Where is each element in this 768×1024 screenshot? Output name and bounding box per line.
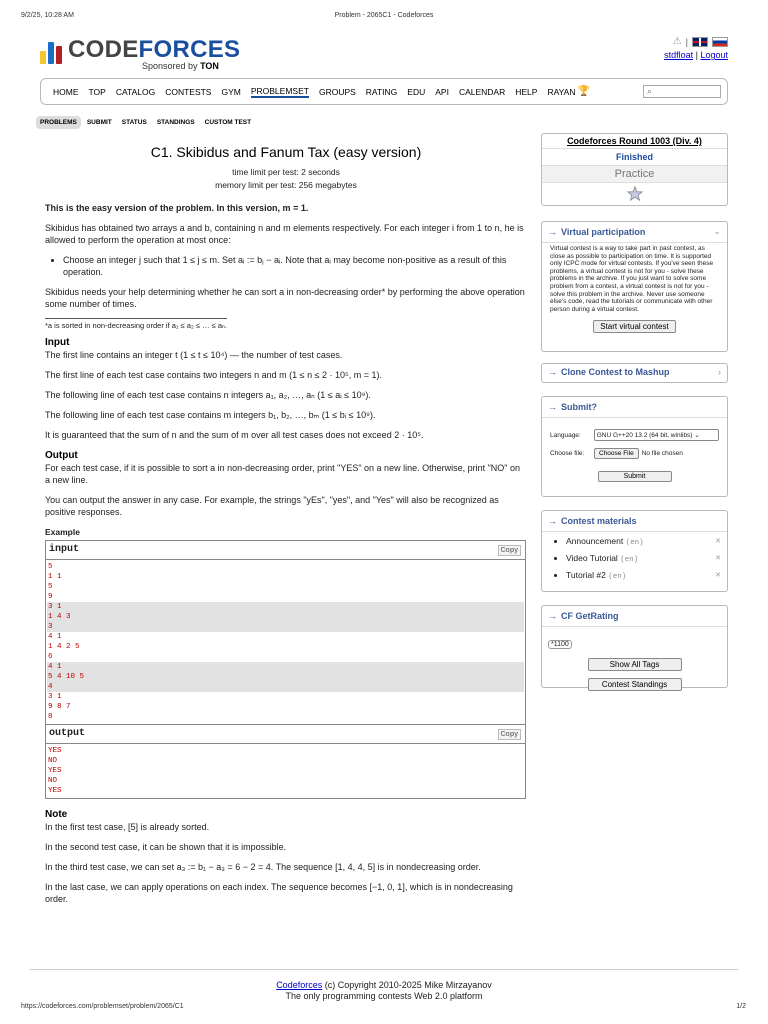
output-spec bbox=[45, 462, 527, 518]
close-icon[interactable]: ✕ bbox=[715, 555, 721, 562]
footer-codeforces-link[interactable]: Codeforces bbox=[276, 980, 323, 990]
input-paragraph: The first line contains an integer t (1 ≤ t ≤ 10⁴) — the number of test cases. bbox=[45, 350, 343, 360]
menu-item-home[interactable]: HOME bbox=[53, 86, 79, 97]
output-paragraph: You can output the answer in any case. For example, the strings "yEs", "yes", and "Yes" will also be recognized as positive responses. bbox=[45, 495, 499, 517]
user-box: ⚠ | stdfloat | Logout bbox=[664, 36, 728, 60]
example-input-line: 5 4 10 5 bbox=[47, 672, 524, 682]
material-link[interactable]: Tutorial #2 bbox=[566, 570, 606, 580]
material-link[interactable]: Video Tutorial bbox=[566, 553, 618, 563]
logo-bars-icon bbox=[40, 40, 62, 64]
problem-title: C1. Skibidus and Fanum Tax (easy version) bbox=[150, 144, 422, 160]
material-lang: (en) bbox=[620, 556, 639, 564]
note-paragraph: In the last case, we can apply operations on each index. The sequence becomes [−1, 0, 1], which is in nondecreasing order. bbox=[45, 882, 513, 904]
input-spec bbox=[45, 349, 527, 441]
material-lang: (en) bbox=[608, 573, 627, 581]
no-file-chosen: No file chosen bbox=[641, 450, 683, 457]
example-input-line: 8 bbox=[48, 713, 53, 721]
material-item[interactable] bbox=[566, 536, 721, 547]
menu-item-rayan[interactable]: RAYAN bbox=[547, 86, 576, 97]
print-datetime: 9/2/25, 10:28 AM bbox=[21, 12, 74, 19]
language-label: Language: bbox=[550, 431, 581, 439]
example-input-line: 9 bbox=[48, 593, 53, 601]
memory-limit: memory limit per test: 256 megabytes bbox=[215, 180, 357, 190]
example-input-line: 1 1 bbox=[48, 573, 62, 581]
show-all-tags-button[interactable]: Show All Tags bbox=[588, 658, 682, 671]
sponsor-line: Sponsored by TON bbox=[142, 61, 219, 71]
example-output-header: output Copy bbox=[46, 725, 525, 744]
submenu-custom-test[interactable]: CUSTOM TEST bbox=[204, 119, 252, 126]
output-paragraph: For each test case, if it is possible to sort a in non-decreasing order, print "YES" on a new line. Otherwise, print "NO" on a new line. bbox=[45, 463, 521, 485]
legend-paragraph-1: Skibidus has obtained two arrays a and b, containing n and m elements respectively. For each integer i from 1 to n, he is allowed to perform the operation at most once: bbox=[45, 223, 524, 245]
copy-input-button[interactable]: Copy bbox=[498, 545, 522, 556]
practice-label: Practice bbox=[542, 166, 727, 183]
logout-link[interactable]: Logout bbox=[700, 50, 728, 60]
submit-button[interactable]: Submit bbox=[598, 471, 672, 482]
round-box bbox=[541, 133, 728, 206]
getrating-box bbox=[541, 605, 728, 688]
print-doc-title: Problem - 2065C1 - Codeforces bbox=[334, 12, 434, 19]
notes bbox=[45, 821, 527, 905]
note-paragraph: In the second test case, it can be shown that it is impossible. bbox=[45, 842, 287, 852]
example-title: Example bbox=[45, 527, 80, 537]
material-item[interactable] bbox=[566, 553, 721, 564]
round-status: Finished bbox=[542, 149, 727, 166]
example-input bbox=[46, 560, 525, 725]
material-item[interactable] bbox=[566, 570, 721, 581]
submit-box bbox=[541, 396, 728, 497]
choose-file-label: Choose file: bbox=[550, 450, 585, 457]
print-url: https://codeforces.com/problemset/problem/2065/C1 bbox=[21, 1003, 184, 1010]
submenu-status[interactable]: STATUS bbox=[121, 119, 147, 126]
example-input-line: 4 1 bbox=[47, 662, 524, 672]
favorite-star-icon[interactable] bbox=[542, 183, 727, 209]
example-input-line: 1 4 3 bbox=[47, 612, 524, 622]
example-box bbox=[45, 540, 526, 799]
menu-item-catalog[interactable]: CATALOG bbox=[115, 86, 156, 97]
contest-materials-title: → Contest materials bbox=[548, 516, 637, 526]
menu-item-top[interactable]: TOP bbox=[88, 86, 106, 97]
menu-item-problemset[interactable]: PROBLEMSET bbox=[250, 85, 309, 96]
example-input-line: 4 bbox=[47, 682, 524, 692]
main-menu bbox=[40, 78, 728, 105]
footer-tagline: The only programming contests Web 2.0 platform bbox=[285, 991, 483, 1001]
example-input-line: 5 bbox=[48, 583, 53, 591]
logo-text: CODEFORCES bbox=[68, 36, 241, 63]
problem-statement bbox=[45, 143, 527, 913]
example-output-line: YES bbox=[48, 767, 62, 775]
english-flag-icon[interactable] bbox=[692, 37, 708, 47]
example-input-header: input Copy bbox=[46, 541, 525, 560]
footer: Codeforces (c) Copyright 2010-2025 Mike Mirzayanov The only programming contests Web 2.0 platform bbox=[30, 969, 738, 1002]
submit-title: → Submit? bbox=[548, 402, 597, 412]
example-output-line: YES bbox=[48, 747, 62, 755]
example-output-line: NO bbox=[48, 757, 58, 765]
example-input-line: 9 8 7 bbox=[48, 703, 71, 711]
russian-flag-icon[interactable] bbox=[712, 37, 728, 47]
problem-submenu bbox=[36, 116, 255, 129]
menu-item-help[interactable]: HELP bbox=[515, 86, 538, 97]
menu-item-rating[interactable]: RATING bbox=[365, 86, 398, 97]
menu-item-calendar[interactable]: CALENDAR bbox=[458, 86, 506, 97]
submenu-standings[interactable]: STANDINGS bbox=[156, 119, 195, 126]
example-output bbox=[46, 744, 525, 798]
note-paragraph: In the first test case, [5] is already sorted. bbox=[45, 822, 210, 832]
input-paragraph: It is guaranteed that the sum of n and the sum of m over all test cases does not exceed 2 · 10⁵. bbox=[45, 430, 424, 440]
username-link[interactable]: stdfloat bbox=[664, 50, 694, 60]
search-icon: ⌕ bbox=[647, 86, 653, 96]
input-paragraph: The following line of each test case contains m integers b₁, b₂, …, bₘ (1 ≤ bᵢ ≤ 10⁹). bbox=[45, 410, 376, 420]
codeforces-logo[interactable] bbox=[40, 36, 241, 71]
material-link[interactable]: Announcement bbox=[566, 536, 624, 546]
notification-icon[interactable]: ⚠ bbox=[672, 36, 682, 47]
legend-paragraph-2: Skibidus needs your help determining whether he can sort a in non-decreasing order* by performing the above operation some number of times. bbox=[45, 287, 525, 309]
example-input-line: 1 4 2 5 bbox=[48, 643, 80, 651]
material-lang: (en) bbox=[625, 539, 644, 547]
start-virtual-contest-button[interactable]: Start virtual contest bbox=[593, 320, 675, 333]
virtual-participation-title: → Virtual participation ⌄ bbox=[548, 226, 721, 237]
menu-item-api[interactable]: API bbox=[435, 86, 449, 97]
menu-item-edu[interactable]: EDU bbox=[407, 86, 426, 97]
example-input-line: 3 1 bbox=[48, 693, 62, 701]
operation-bullet: • Choose an integer j such that 1 ≤ j ≤ m. Set aᵢ := bⱼ − aᵢ. Note that aᵢ may become non-positive as a result of this operation. bbox=[63, 254, 527, 278]
note-title: Note bbox=[45, 809, 68, 820]
note-paragraph: In the third test case, we can set a₃ := b₁ − a₃ = 6 − 2 = 4. The sequence [1, 4, 4, 5] is in nondecreasing order. bbox=[45, 862, 481, 872]
example-input-line: 3 1 bbox=[47, 602, 524, 612]
input-paragraph: The first line of each test case contains two integers n and m (1 ≤ n ≤ 2 · 10⁵, m = 1). bbox=[45, 370, 383, 380]
clone-contest-box[interactable] bbox=[541, 363, 728, 383]
contest-standings-button[interactable]: Contest Standings bbox=[588, 678, 682, 691]
input-title: Input bbox=[45, 337, 70, 348]
print-page-number: 1/2 bbox=[736, 1003, 746, 1010]
menu-item-groups[interactable]: GROUPS bbox=[318, 86, 356, 97]
input-paragraph: The following line of each test case contains n integers a₁, a₂, …, aₙ (1 ≤ aᵢ ≤ 10⁹). bbox=[45, 390, 371, 400]
example-input-line: 4 1 bbox=[48, 633, 62, 641]
contest-materials-box bbox=[541, 510, 728, 592]
example-input-line: 3 bbox=[47, 622, 524, 632]
rating-tag[interactable]: *1100 bbox=[548, 640, 572, 649]
example-output-line: YES bbox=[48, 787, 62, 795]
copy-output-button[interactable]: Copy bbox=[498, 729, 522, 740]
close-icon[interactable]: ✕ bbox=[715, 572, 721, 579]
output-title: Output bbox=[45, 450, 78, 461]
search-input[interactable] bbox=[643, 85, 721, 98]
footnote: *a is sorted in non-decreasing order if a₁ ≤ a₂ ≤ … ≤ aₙ. bbox=[45, 318, 227, 332]
round-link[interactable]: Codeforces Round 1003 (Div. 4) bbox=[542, 134, 727, 149]
menu-item-gym[interactable]: GYM bbox=[221, 86, 241, 97]
example-output-line: NO bbox=[48, 777, 58, 785]
easy-version-note: This is the easy version of the problem. In this version, m = 1. bbox=[45, 203, 309, 213]
clone-contest-title[interactable]: → Clone Contest to Mashup › bbox=[548, 367, 721, 377]
time-limit: time limit per test: 2 seconds bbox=[232, 167, 340, 177]
trophy-icon: 🏆 bbox=[577, 86, 590, 97]
close-icon[interactable]: ✕ bbox=[715, 538, 721, 545]
submenu-submit[interactable]: SUBMIT bbox=[86, 119, 112, 126]
submenu-problems[interactable]: PROBLEMS bbox=[36, 116, 81, 129]
menu-item-contests[interactable]: CONTESTS bbox=[165, 86, 212, 97]
choose-file-button[interactable]: Choose File bbox=[594, 448, 639, 459]
virtual-participation-box bbox=[541, 221, 728, 352]
example-input-line: 6 bbox=[48, 653, 53, 661]
language-select[interactable]: GNU G++20 13.2 (64 bit, winlibs) ⌄ bbox=[594, 429, 719, 441]
getrating-title: → CF GetRating bbox=[548, 611, 619, 621]
example-input-line: 5 bbox=[48, 563, 53, 571]
virtual-description: Virtual contest is a way to take part in past contest, as close as possible to participation on time. It is supported only ICPC mode for virtual contests. If you've seen these problems, a virtual contest is not for you - solve these problems in the archive. If you just want to solve some problem from a contest, a virtual contest is not for you - solve this problem in the archive. Never use someone else's code, read the tutorials or communicate with other person during a virtual contest. bbox=[550, 245, 714, 313]
chevron-right-icon: › bbox=[718, 367, 721, 377]
chevron-down-icon[interactable]: ⌄ bbox=[713, 226, 721, 236]
